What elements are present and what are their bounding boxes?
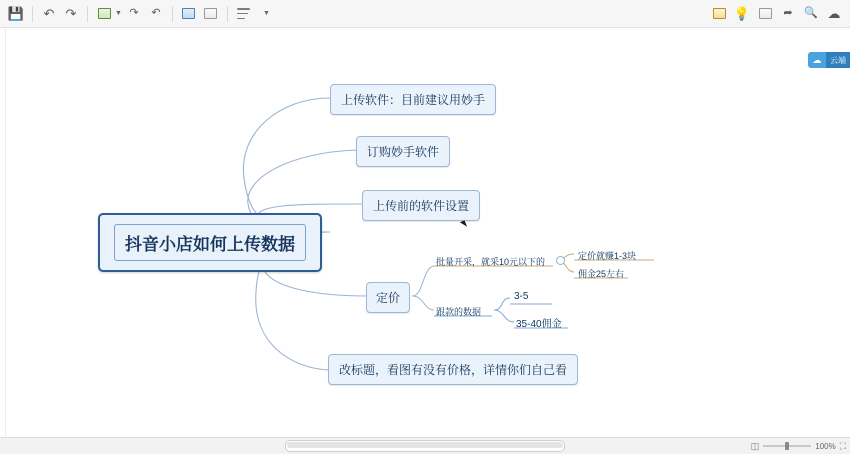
search-icon: 🔍 — [804, 7, 818, 19]
status-bar-right — [751, 438, 846, 454]
collapse-toggle-bulk-purchase[interactable] — [556, 256, 565, 265]
mindmap-node-upload-software[interactable] — [330, 84, 496, 115]
node-label: 上传软件：目前建议用妙手 — [341, 93, 486, 107]
node-label: 上传前的软件设置 — [373, 199, 470, 213]
cloud-save-widget[interactable] — [808, 52, 850, 68]
outline-button[interactable] — [234, 4, 254, 24]
share-icon: ➦ — [783, 7, 793, 19]
toolbar — [0, 0, 850, 28]
green-node-icon — [98, 8, 111, 19]
mindmap-node-commission-25[interactable] — [576, 266, 626, 281]
toolbar-divider — [172, 6, 173, 22]
redo-icon: ↷ — [65, 6, 77, 21]
mindmap-node-pricing[interactable] — [366, 282, 410, 313]
chevron-down-icon[interactable]: ▼ — [115, 10, 122, 17]
save-button[interactable] — [6, 4, 26, 24]
horizontal-scrollbar[interactable] — [285, 440, 565, 452]
cloud-icon: ☁ — [827, 6, 841, 21]
node-label: 定价 — [376, 291, 401, 305]
undo-icon: ↶ — [43, 6, 55, 21]
cloud-save-label: 云端 — [826, 52, 850, 68]
node-label: 定价就赚1-3块 — [578, 251, 637, 261]
outline-icon — [237, 8, 250, 19]
image-icon — [713, 8, 726, 19]
arrow-node-left-icon: ↶ — [151, 7, 161, 19]
toolbar-divider — [87, 6, 88, 22]
image-tool-button[interactable] — [709, 4, 729, 24]
mindmap-canvas[interactable] — [0, 28, 850, 438]
more-dots-icon: ▼ — [262, 10, 270, 17]
root-node-inner — [114, 224, 306, 261]
notes-button[interactable] — [755, 4, 775, 24]
cloud-save-icon: ☁ — [808, 52, 826, 68]
toolbar-divider — [227, 6, 228, 22]
link-icon — [182, 8, 195, 19]
summary-icon — [204, 8, 217, 19]
cloud-sync-button[interactable] — [824, 4, 844, 24]
mindmap-node-follow-data[interactable] — [434, 304, 483, 319]
insert-child-button[interactable] — [146, 4, 166, 24]
mindmap-root-node[interactable] — [98, 213, 322, 272]
summary-button[interactable] — [201, 4, 221, 24]
root-node-label: 抖音小店如何上传数据 — [125, 235, 295, 254]
node-label: 改标题，看图有没有价格，详情你们自己看 — [339, 363, 568, 377]
zoom-slider[interactable] — [763, 445, 811, 447]
insert-sibling-button[interactable] — [124, 4, 144, 24]
node-label: 3-5 — [514, 291, 529, 302]
mindmap-node-price-profit[interactable] — [576, 248, 638, 263]
fit-screen-icon[interactable]: ◫ — [750, 440, 760, 451]
save-icon: 💾 — [7, 6, 25, 21]
bulb-icon: 💡 — [733, 5, 751, 21]
new-node-button[interactable] — [94, 4, 114, 24]
undo-button[interactable] — [39, 4, 59, 24]
fullscreen-icon[interactable]: ⛶ — [839, 440, 846, 451]
redo-button[interactable] — [61, 4, 81, 24]
mindmap-node-presettings[interactable] — [362, 190, 480, 221]
node-label: 跟款的数据 — [436, 307, 482, 317]
zoom-level-label: 100% — [815, 441, 836, 451]
arrow-node-icon: ↷ — [129, 7, 139, 19]
toolbar-left-group — [6, 4, 276, 24]
node-label: 批量开采，就采10元以下的 — [436, 257, 546, 267]
mindmap-node-change-title[interactable] — [328, 354, 578, 385]
toolbar-divider — [32, 6, 33, 22]
relationship-button[interactable] — [179, 4, 199, 24]
status-bar — [0, 437, 850, 454]
mindmap-node-commission-35-40[interactable] — [514, 314, 564, 331]
idea-button[interactable] — [732, 4, 752, 24]
zoom-slider-knob[interactable] — [785, 442, 789, 450]
toolbar-right-group — [709, 4, 844, 24]
mindmap-node-order-software[interactable] — [356, 136, 450, 167]
mindmap-node-range-3-5[interactable] — [512, 290, 530, 303]
share-button[interactable] — [778, 4, 798, 24]
scrollbar-thumb[interactable] — [287, 442, 563, 448]
search-button[interactable] — [801, 4, 821, 24]
node-label: 35-40佣金 — [516, 319, 562, 330]
more-button[interactable] — [256, 4, 276, 24]
new-node-group[interactable] — [94, 4, 122, 24]
node-label: 订购妙手软件 — [367, 145, 440, 159]
node-label: 佣金25左右 — [578, 269, 625, 279]
note-icon — [759, 8, 772, 19]
mindmap-node-bulk-purchase[interactable] — [434, 254, 547, 269]
